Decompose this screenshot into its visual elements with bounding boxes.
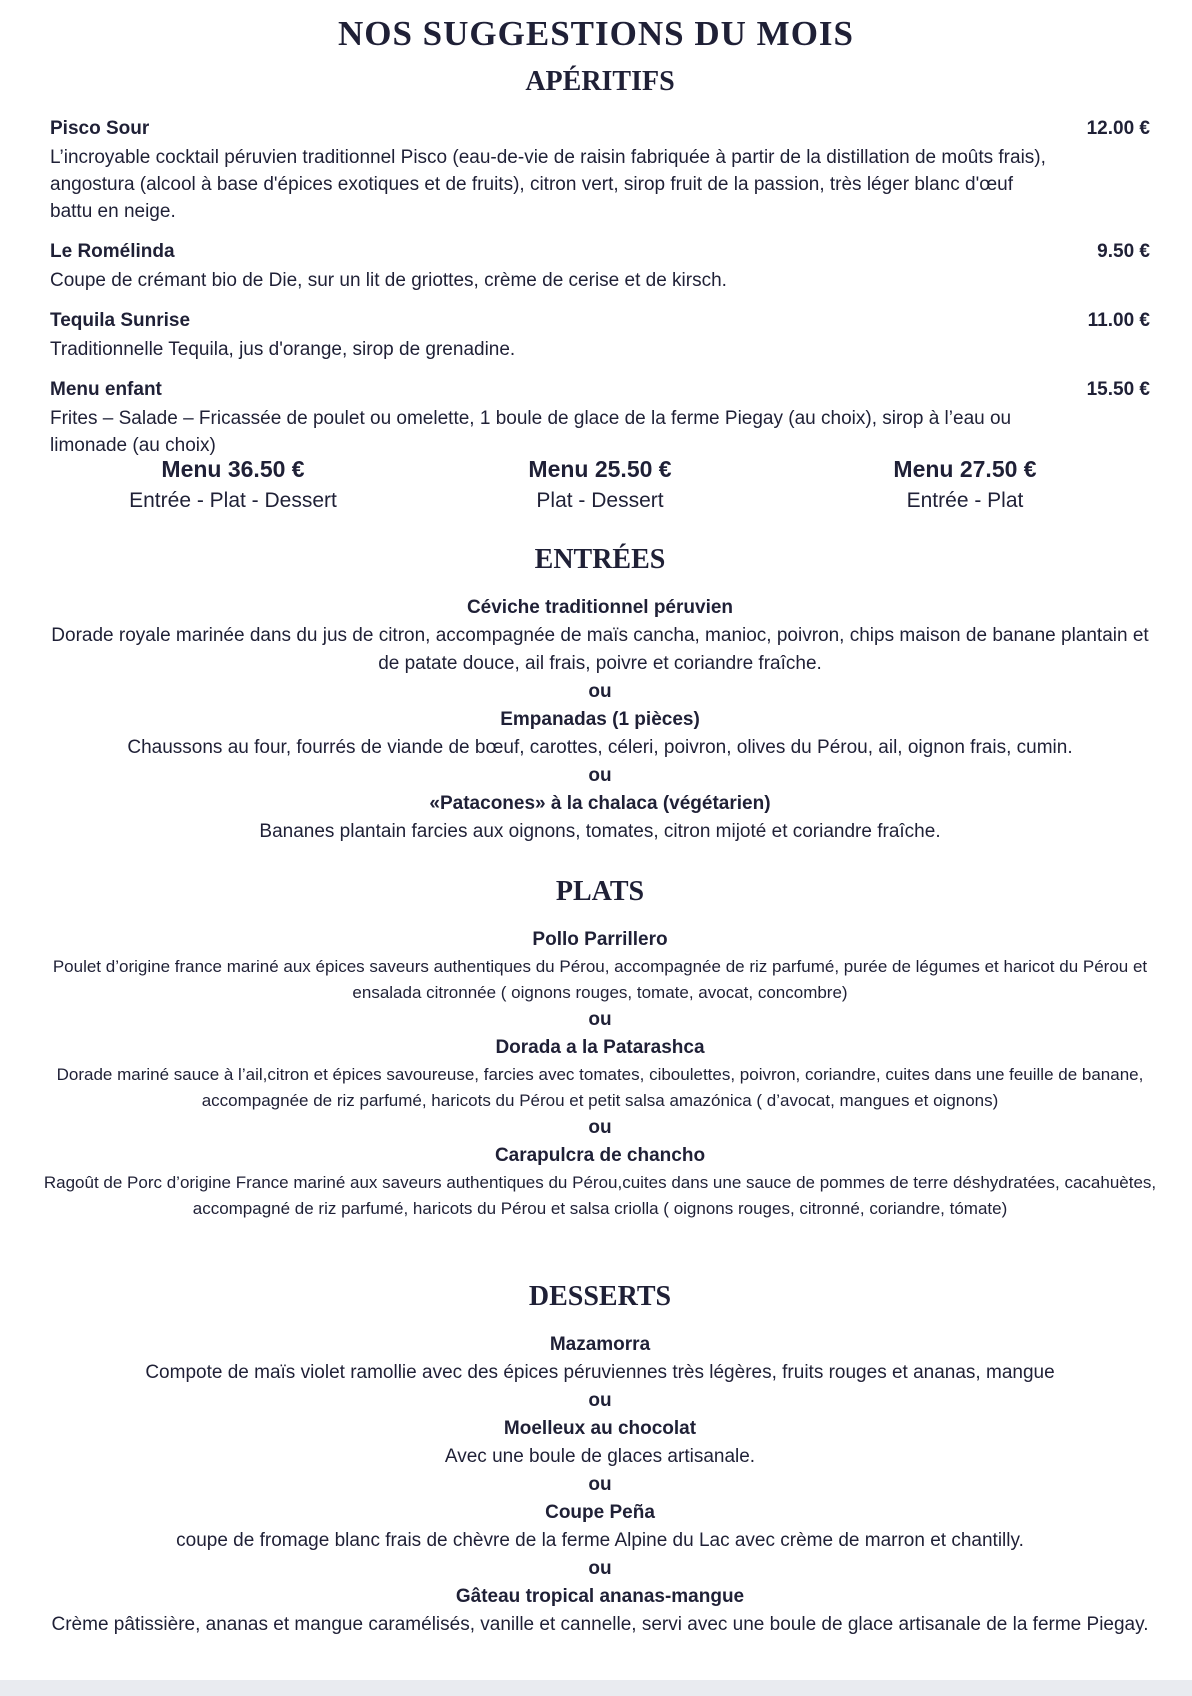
separator-ou: ou — [588, 1558, 612, 1579]
item-name: Le Romélinda — [50, 241, 175, 262]
section-title-plats: PLATS — [555, 876, 645, 907]
dish-description: Bananes plantain farcies aux oignons, tomates, citron mijoté et coriandre fraîche. — [259, 821, 941, 842]
dish-description: Avec une boule de glaces artisanale. — [444, 1446, 756, 1467]
section-title-aperitifs: APÉRITIFS — [525, 66, 675, 97]
item-price: 12.00 € — [1086, 118, 1150, 139]
menu-price: Menu 25.50 € — [528, 456, 672, 482]
dish-name: Carapulcra de chancho — [494, 1145, 706, 1166]
menu-formula — [815, 456, 1115, 513]
separator-ou: ou — [588, 1009, 612, 1030]
dish-name: Moelleux au chocolat — [503, 1418, 697, 1439]
dish-name: «Patacones» à la chalaca (végétarien) — [429, 793, 771, 814]
dish-description: Compote de maïs violet ramollie avec des épices péruviennes très légères, fruits rouges et ananas, mangue — [145, 1362, 1055, 1383]
item-description: Frites – Salade – Fricassée de poulet ou omelette, 1 boule de glace de la ferme Piegay (au choix), sirop à l’eau ou limonade (au choix) — [50, 408, 1012, 456]
item-price: 9.50 € — [1097, 241, 1150, 262]
item-price: 11.00 € — [1087, 310, 1150, 331]
separator-ou: ou — [588, 1390, 612, 1411]
item-description: Coupe de crémant bio de Die, sur un lit de griottes, crème de cerise et de kirsch. — [50, 270, 727, 291]
dish-name: Empanadas (1 pièces) — [500, 709, 700, 730]
dish-description: Crème pâtissière, ananas et mangue caramélisés, vanille et cannelle, servi avec une boule de glace artisanale de la ferme Piegay. — [51, 1614, 1149, 1635]
item-name: Pisco Sour — [50, 118, 150, 139]
section-title-entrees: ENTRÉES — [534, 544, 666, 575]
menu-price: Menu 36.50 € — [161, 456, 305, 482]
item-description: L’incroyable cocktail péruvien traditionnel Pisco (eau-de-vie de raisin fabriquée à partir de la distillation de moûts frais), angostura (alcool à base d'épices exotiques et de fruits), citron vert, sirop fruit de la passion, très léger blanc d'œuf battu en neige. — [50, 147, 1046, 222]
item-description: Traditionnelle Tequila, jus d'orange, sirop de grenadine. — [50, 339, 516, 360]
dish-description: Poulet d’origine france mariné aux épices saveurs authentiques du Pérou, accompagnée de riz parfumé, purée de légumes et haricot du Pérou et ensalada citronnée ( oignons rouges, tomate, avocat, concombre) — [52, 957, 1148, 1002]
item-price: 15.50 € — [1086, 379, 1150, 400]
dish-name: Mazamorra — [549, 1334, 651, 1355]
separator-ou: ou — [588, 681, 612, 702]
plats-list — [40, 926, 1160, 1222]
menu-courses: Entrée - Plat - Dessert — [129, 489, 337, 512]
entrees-list — [40, 594, 1160, 846]
desserts-list — [40, 1331, 1160, 1639]
menu-courses: Plat - Dessert — [536, 489, 664, 512]
page-title: NOS SUGGESTIONS DU MOIS — [337, 14, 855, 53]
dish-name: Céviche traditionnel péruvien — [466, 597, 734, 618]
menu-formula — [450, 456, 750, 513]
dish-description: Dorade mariné sauce à l’ail,citron et épices savoureuse, farcies avec tomates, ciboulettes, poivron, coriandre, cuites dans une feuille de banane, accompagnée de riz parfumé, haricots du Pérou et petit salsa amazónica ( d’avocat, mangues et oignons) — [56, 1065, 1144, 1110]
dish-description: Ragoût de Porc d’origine France mariné aux saveurs authentiques du Pérou,cuites dans une sauce de pommes de terre déshydratées, cacahuètes, accompagné de riz parfumé, haricots du Pérou et salsa criolla ( oignons rouges, citronné, coriandre, tómate) — [43, 1173, 1157, 1218]
item-name: Tequila Sunrise — [50, 310, 191, 331]
dish-name: Gâteau tropical ananas-mangue — [455, 1586, 745, 1607]
dish-name: Dorada a la Patarashca — [495, 1037, 705, 1058]
separator-ou: ou — [588, 765, 612, 786]
separator-ou: ou — [588, 1474, 612, 1495]
menu-price: Menu 27.50 € — [893, 456, 1037, 482]
menu-formula — [83, 456, 383, 513]
dish-description: coupe de fromage blanc frais de chèvre de la ferme Alpine du Lac avec crème de marron et chantilly. — [176, 1530, 1024, 1551]
section-title-desserts: DESSERTS — [528, 1281, 672, 1312]
item-name: Menu enfant — [50, 379, 162, 400]
dish-name: Coupe Peña — [545, 1502, 655, 1523]
dish-name: Pollo Parrillero — [532, 929, 668, 950]
menu-courses: Entrée - Plat — [906, 489, 1024, 512]
separator-ou: ou — [588, 1117, 612, 1138]
dish-description: Chaussons au four, fourrés de viande de bœuf, carottes, céleri, poivron, olives du Pérou, ail, oignon frais, cumin. — [127, 737, 1073, 758]
dish-description: Dorade royale marinée dans du jus de citron, accompagnée de maïs cancha, manioc, poivron, chips maison de banane plantain et de patate douce, ail frais, poivre et coriandre fraîche. — [51, 625, 1149, 674]
